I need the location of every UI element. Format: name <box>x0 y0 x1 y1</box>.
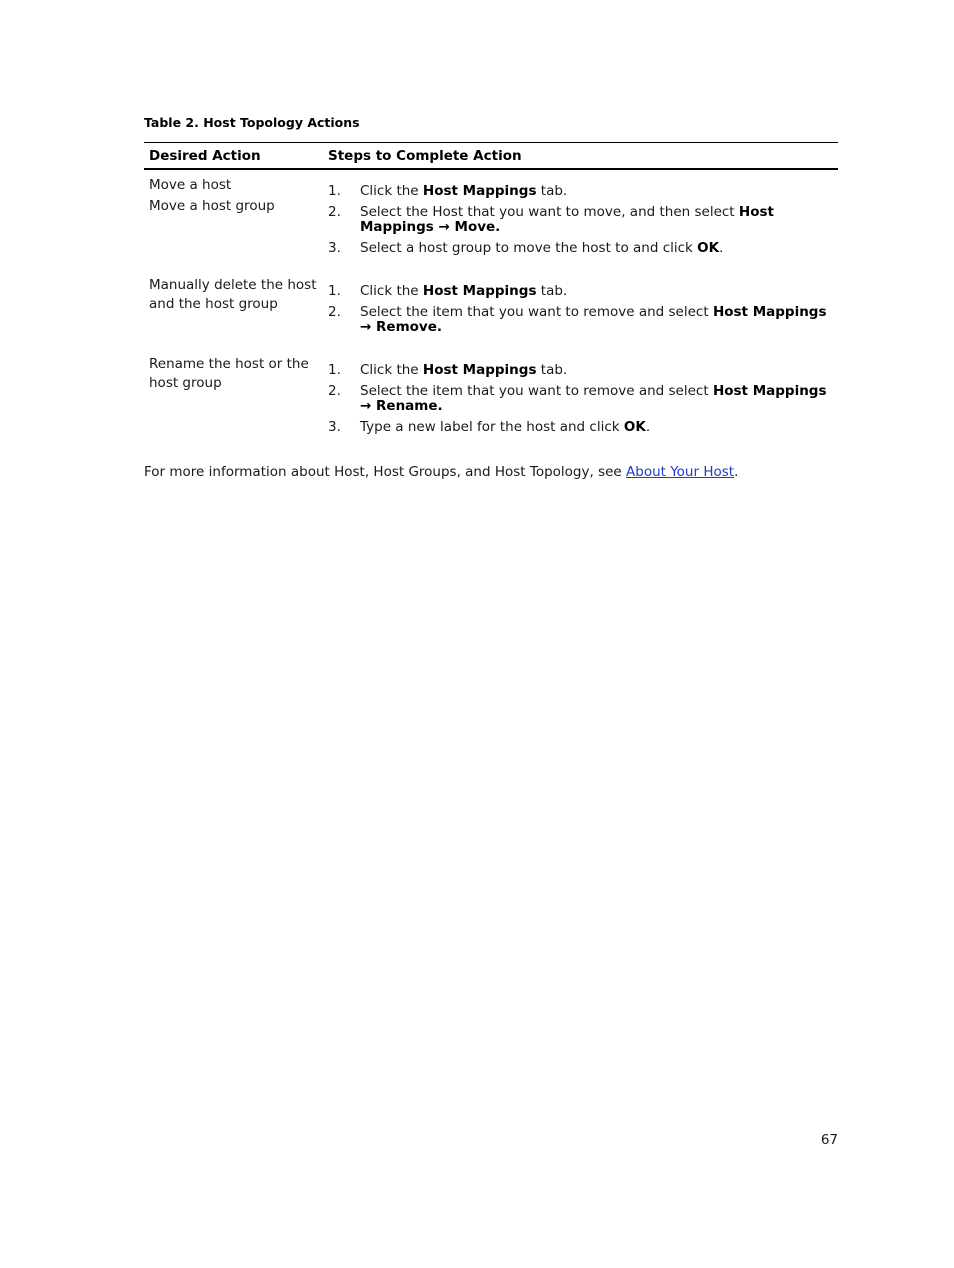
step-text: Type a new label for the host and click OK. <box>360 419 651 435</box>
table-row <box>144 270 838 349</box>
about-your-host-link[interactable]: About Your Host <box>626 464 735 480</box>
steps-cell <box>328 355 838 449</box>
desired-action-cell <box>144 276 328 349</box>
step-text: Click the Host Mappings tab. <box>360 362 568 378</box>
list-item <box>328 184 838 199</box>
step-text: Click the Host Mappings tab. <box>360 183 568 199</box>
list-item <box>328 241 838 256</box>
list-item <box>328 205 838 235</box>
step-text: Click the Host Mappings tab. <box>360 283 568 299</box>
header-desired-action: Desired Action <box>149 147 261 164</box>
table-row <box>144 170 838 270</box>
step-number: 2. <box>328 304 341 320</box>
list-item <box>328 284 838 299</box>
action-text: Move a host group <box>149 198 275 214</box>
header-steps: Steps to Complete Action <box>328 147 522 164</box>
step-number: 3. <box>328 240 341 256</box>
step-number: 1. <box>328 283 341 299</box>
host-topology-actions-table <box>144 142 838 449</box>
action-text: Move a host <box>149 177 232 193</box>
step-number: 1. <box>328 362 341 378</box>
desired-action-cell <box>144 176 328 270</box>
action-text: Manually delete the host and the host group <box>149 277 317 312</box>
step-number: 2. <box>328 383 341 399</box>
list-item <box>328 384 838 414</box>
step-text: Select the item that you want to remove and select Host Mappings → Remove. <box>360 304 827 335</box>
steps-cell <box>328 176 838 270</box>
step-text: Select the Host that you want to move, and then select Host Mappings → Move. <box>360 204 774 235</box>
step-text: Select a host group to move the host to and click OK. <box>360 240 724 256</box>
step-number: 2. <box>328 204 341 220</box>
page-number: 67 <box>820 1132 838 1148</box>
more-info-paragraph <box>144 463 738 481</box>
step-text: Select the item that you want to remove and select Host Mappings → Rename. <box>360 383 827 414</box>
desired-action-cell <box>144 355 328 449</box>
table-header <box>144 143 838 170</box>
table-caption: Table 2. Host Topology Actions <box>144 115 360 130</box>
table-row <box>144 349 838 449</box>
steps-cell <box>328 276 838 349</box>
step-number: 1. <box>328 183 341 199</box>
step-number: 3. <box>328 419 341 435</box>
more-info-period: . <box>734 464 739 480</box>
list-item <box>328 420 838 435</box>
list-item <box>328 305 838 335</box>
list-item <box>328 363 838 378</box>
action-text: Rename the host or the host group <box>149 356 309 391</box>
more-info-text: For more information about Host, Host Groups, and Host Topology, see <box>144 464 627 480</box>
